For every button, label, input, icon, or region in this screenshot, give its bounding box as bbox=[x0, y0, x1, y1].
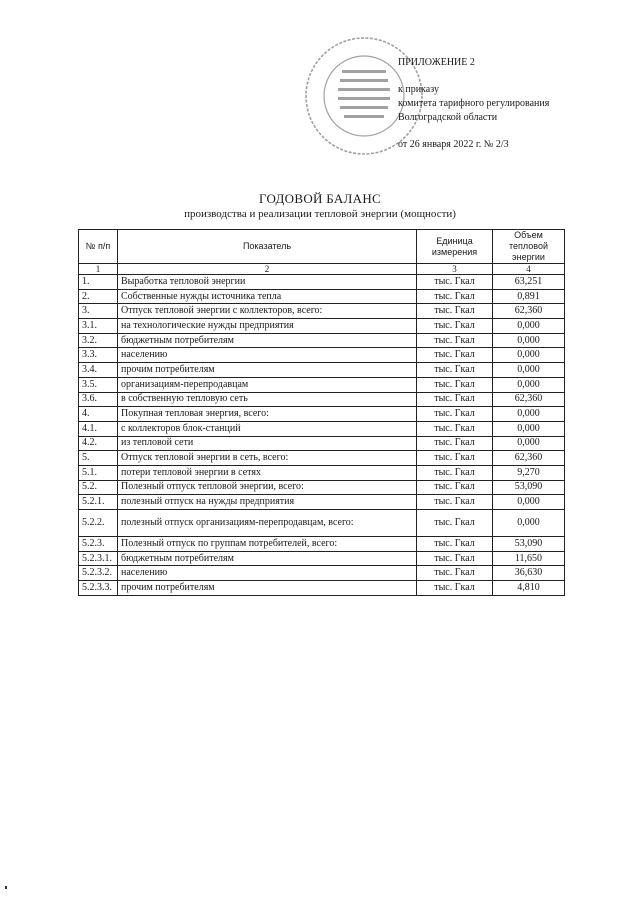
row-number: 4.2. bbox=[79, 436, 118, 451]
table-row bbox=[79, 421, 565, 436]
row-value: 0,891 bbox=[493, 289, 565, 304]
committee-label: комитета тарифного регулирования bbox=[398, 98, 550, 109]
row-value: 0,000 bbox=[493, 510, 565, 537]
col-number-2: 2 bbox=[118, 264, 417, 275]
table-row bbox=[79, 581, 565, 596]
table-row bbox=[79, 319, 565, 334]
row-number: 2. bbox=[79, 289, 118, 304]
row-value: 53,090 bbox=[493, 537, 565, 552]
col-number-3: 3 bbox=[417, 264, 493, 275]
table-row bbox=[79, 480, 565, 495]
row-number: 5.2.3.1. bbox=[79, 551, 118, 566]
row-unit: тыс. Гкал bbox=[417, 333, 493, 348]
col-header-unit: Единица измерения bbox=[417, 230, 493, 264]
table-row bbox=[79, 377, 565, 392]
table-row bbox=[79, 566, 565, 581]
row-unit: тыс. Гкал bbox=[417, 275, 493, 290]
row-indicator: на технологические нужды предприятия bbox=[118, 319, 417, 334]
row-unit: тыс. Гкал bbox=[417, 392, 493, 407]
table-row bbox=[79, 537, 565, 552]
row-unit: тыс. Гкал bbox=[417, 319, 493, 334]
row-unit: тыс. Гкал bbox=[417, 566, 493, 581]
to-order-label: к приказу bbox=[398, 84, 439, 95]
row-unit: тыс. Гкал bbox=[417, 495, 493, 510]
table-row bbox=[79, 289, 565, 304]
row-indicator: Полезный отпуск тепловой энергии, всего: bbox=[118, 480, 417, 495]
row-number: 3.5. bbox=[79, 377, 118, 392]
row-indicator: полезный отпуск организациям-перепродавцам, всего: bbox=[118, 510, 417, 537]
row-number: 3. bbox=[79, 304, 118, 319]
row-number: 4.1. bbox=[79, 421, 118, 436]
row-value: 0,000 bbox=[493, 421, 565, 436]
row-value: 9,270 bbox=[493, 465, 565, 480]
row-number: 5.2.3.3. bbox=[79, 581, 118, 596]
row-value: 0,000 bbox=[493, 333, 565, 348]
row-value: 62,360 bbox=[493, 304, 565, 319]
table-row bbox=[79, 275, 565, 290]
table-row bbox=[79, 407, 565, 422]
row-indicator: полезный отпуск на нужды предприятия bbox=[118, 495, 417, 510]
row-indicator: организациям-перепродавцам bbox=[118, 377, 417, 392]
col-header-num: № п/п bbox=[79, 230, 118, 264]
row-value: 0,000 bbox=[493, 407, 565, 422]
row-value: 36,630 bbox=[493, 566, 565, 581]
row-number: 5.2. bbox=[79, 480, 118, 495]
table-row bbox=[79, 348, 565, 363]
row-number: 1. bbox=[79, 275, 118, 290]
document-title: ГОДОВОЙ БАЛАНС bbox=[258, 191, 382, 206]
row-unit: тыс. Гкал bbox=[417, 304, 493, 319]
row-value: 0,000 bbox=[493, 319, 565, 334]
row-indicator: Выработка тепловой энергии bbox=[118, 275, 417, 290]
row-value: 63,251 bbox=[493, 275, 565, 290]
row-number: 3.1. bbox=[79, 319, 118, 334]
row-unit: тыс. Гкал bbox=[417, 480, 493, 495]
row-number: 5.2.3. bbox=[79, 537, 118, 552]
table-row bbox=[79, 451, 565, 466]
row-value: 0,000 bbox=[493, 495, 565, 510]
row-unit: тыс. Гкал bbox=[417, 348, 493, 363]
row-indicator: населению bbox=[118, 348, 417, 363]
row-value: 62,360 bbox=[493, 451, 565, 466]
table-row bbox=[79, 551, 565, 566]
document-subtitle: производства и реализации тепловой энергии (мощности) bbox=[184, 208, 456, 220]
row-number: 5.2.2. bbox=[79, 510, 118, 537]
table-row bbox=[79, 304, 565, 319]
balance-table bbox=[78, 229, 565, 596]
row-indicator: потери тепловой энергии в сетях bbox=[118, 465, 417, 480]
col-header-indicator: Показатель bbox=[118, 230, 417, 264]
table-row bbox=[79, 333, 565, 348]
row-number: 3.6. bbox=[79, 392, 118, 407]
appendix-label: ПРИЛОЖЕНИЕ 2 bbox=[398, 57, 475, 68]
table-row bbox=[79, 392, 565, 407]
row-indicator: Покупная тепловая энергия, всего: bbox=[118, 407, 417, 422]
table-row bbox=[79, 363, 565, 378]
row-number: 5.2.1. bbox=[79, 495, 118, 510]
row-value: 0,000 bbox=[493, 348, 565, 363]
row-unit: тыс. Гкал bbox=[417, 436, 493, 451]
order-date-number: от 26 января 2022 г. № 2/3 bbox=[398, 139, 509, 150]
row-indicator: Собственные нужды источника тепла bbox=[118, 289, 417, 304]
col-number-4: 4 bbox=[493, 264, 565, 275]
row-unit: тыс. Гкал bbox=[417, 421, 493, 436]
row-value: 0,000 bbox=[493, 377, 565, 392]
region-label: Волгоградской области bbox=[398, 112, 498, 123]
row-number: 4. bbox=[79, 407, 118, 422]
row-indicator: бюджетным потребителям bbox=[118, 333, 417, 348]
row-indicator: бюджетным потребителям bbox=[118, 551, 417, 566]
row-unit: тыс. Гкал bbox=[417, 510, 493, 537]
row-indicator: в собственную тепловую сеть bbox=[118, 392, 417, 407]
row-number: 5.2.3.2. bbox=[79, 566, 118, 581]
row-indicator: населению bbox=[118, 566, 417, 581]
row-value: 53,090 bbox=[493, 480, 565, 495]
row-unit: тыс. Гкал bbox=[417, 551, 493, 566]
table-row bbox=[79, 495, 565, 510]
row-value: 0,000 bbox=[493, 436, 565, 451]
row-number: 3.4. bbox=[79, 363, 118, 378]
table-row bbox=[79, 510, 565, 537]
scan-speck bbox=[5, 886, 7, 889]
row-number: 5. bbox=[79, 451, 118, 466]
row-value: 11,650 bbox=[493, 551, 565, 566]
row-unit: тыс. Гкал bbox=[417, 289, 493, 304]
row-unit: тыс. Гкал bbox=[417, 451, 493, 466]
row-value: 4,810 bbox=[493, 581, 565, 596]
row-indicator: Отпуск тепловой энергии в сеть, всего: bbox=[118, 451, 417, 466]
row-indicator: Отпуск тепловой энергии с коллекторов, всего: bbox=[118, 304, 417, 319]
row-indicator: прочим потребителям bbox=[118, 581, 417, 596]
row-indicator: Полезный отпуск по группам потребителей, всего: bbox=[118, 537, 417, 552]
row-unit: тыс. Гкал bbox=[417, 537, 493, 552]
table-row bbox=[79, 436, 565, 451]
col-header-volume: Объем тепловой энергии bbox=[493, 230, 565, 264]
row-unit: тыс. Гкал bbox=[417, 407, 493, 422]
col-number-1: 1 bbox=[79, 264, 118, 275]
row-number: 3.3. bbox=[79, 348, 118, 363]
row-indicator: из тепловой сети bbox=[118, 436, 417, 451]
row-indicator: прочим потребителям bbox=[118, 363, 417, 378]
row-value: 0,000 bbox=[493, 363, 565, 378]
row-unit: тыс. Гкал bbox=[417, 377, 493, 392]
approval-header bbox=[398, 56, 549, 152]
row-indicator: с коллекторов блок-станций bbox=[118, 421, 417, 436]
table-row bbox=[79, 465, 565, 480]
row-unit: тыс. Гкал bbox=[417, 363, 493, 378]
row-number: 5.1. bbox=[79, 465, 118, 480]
row-value: 62,360 bbox=[493, 392, 565, 407]
row-unit: тыс. Гкал bbox=[417, 465, 493, 480]
row-unit: тыс. Гкал bbox=[417, 581, 493, 596]
row-number: 3.2. bbox=[79, 333, 118, 348]
